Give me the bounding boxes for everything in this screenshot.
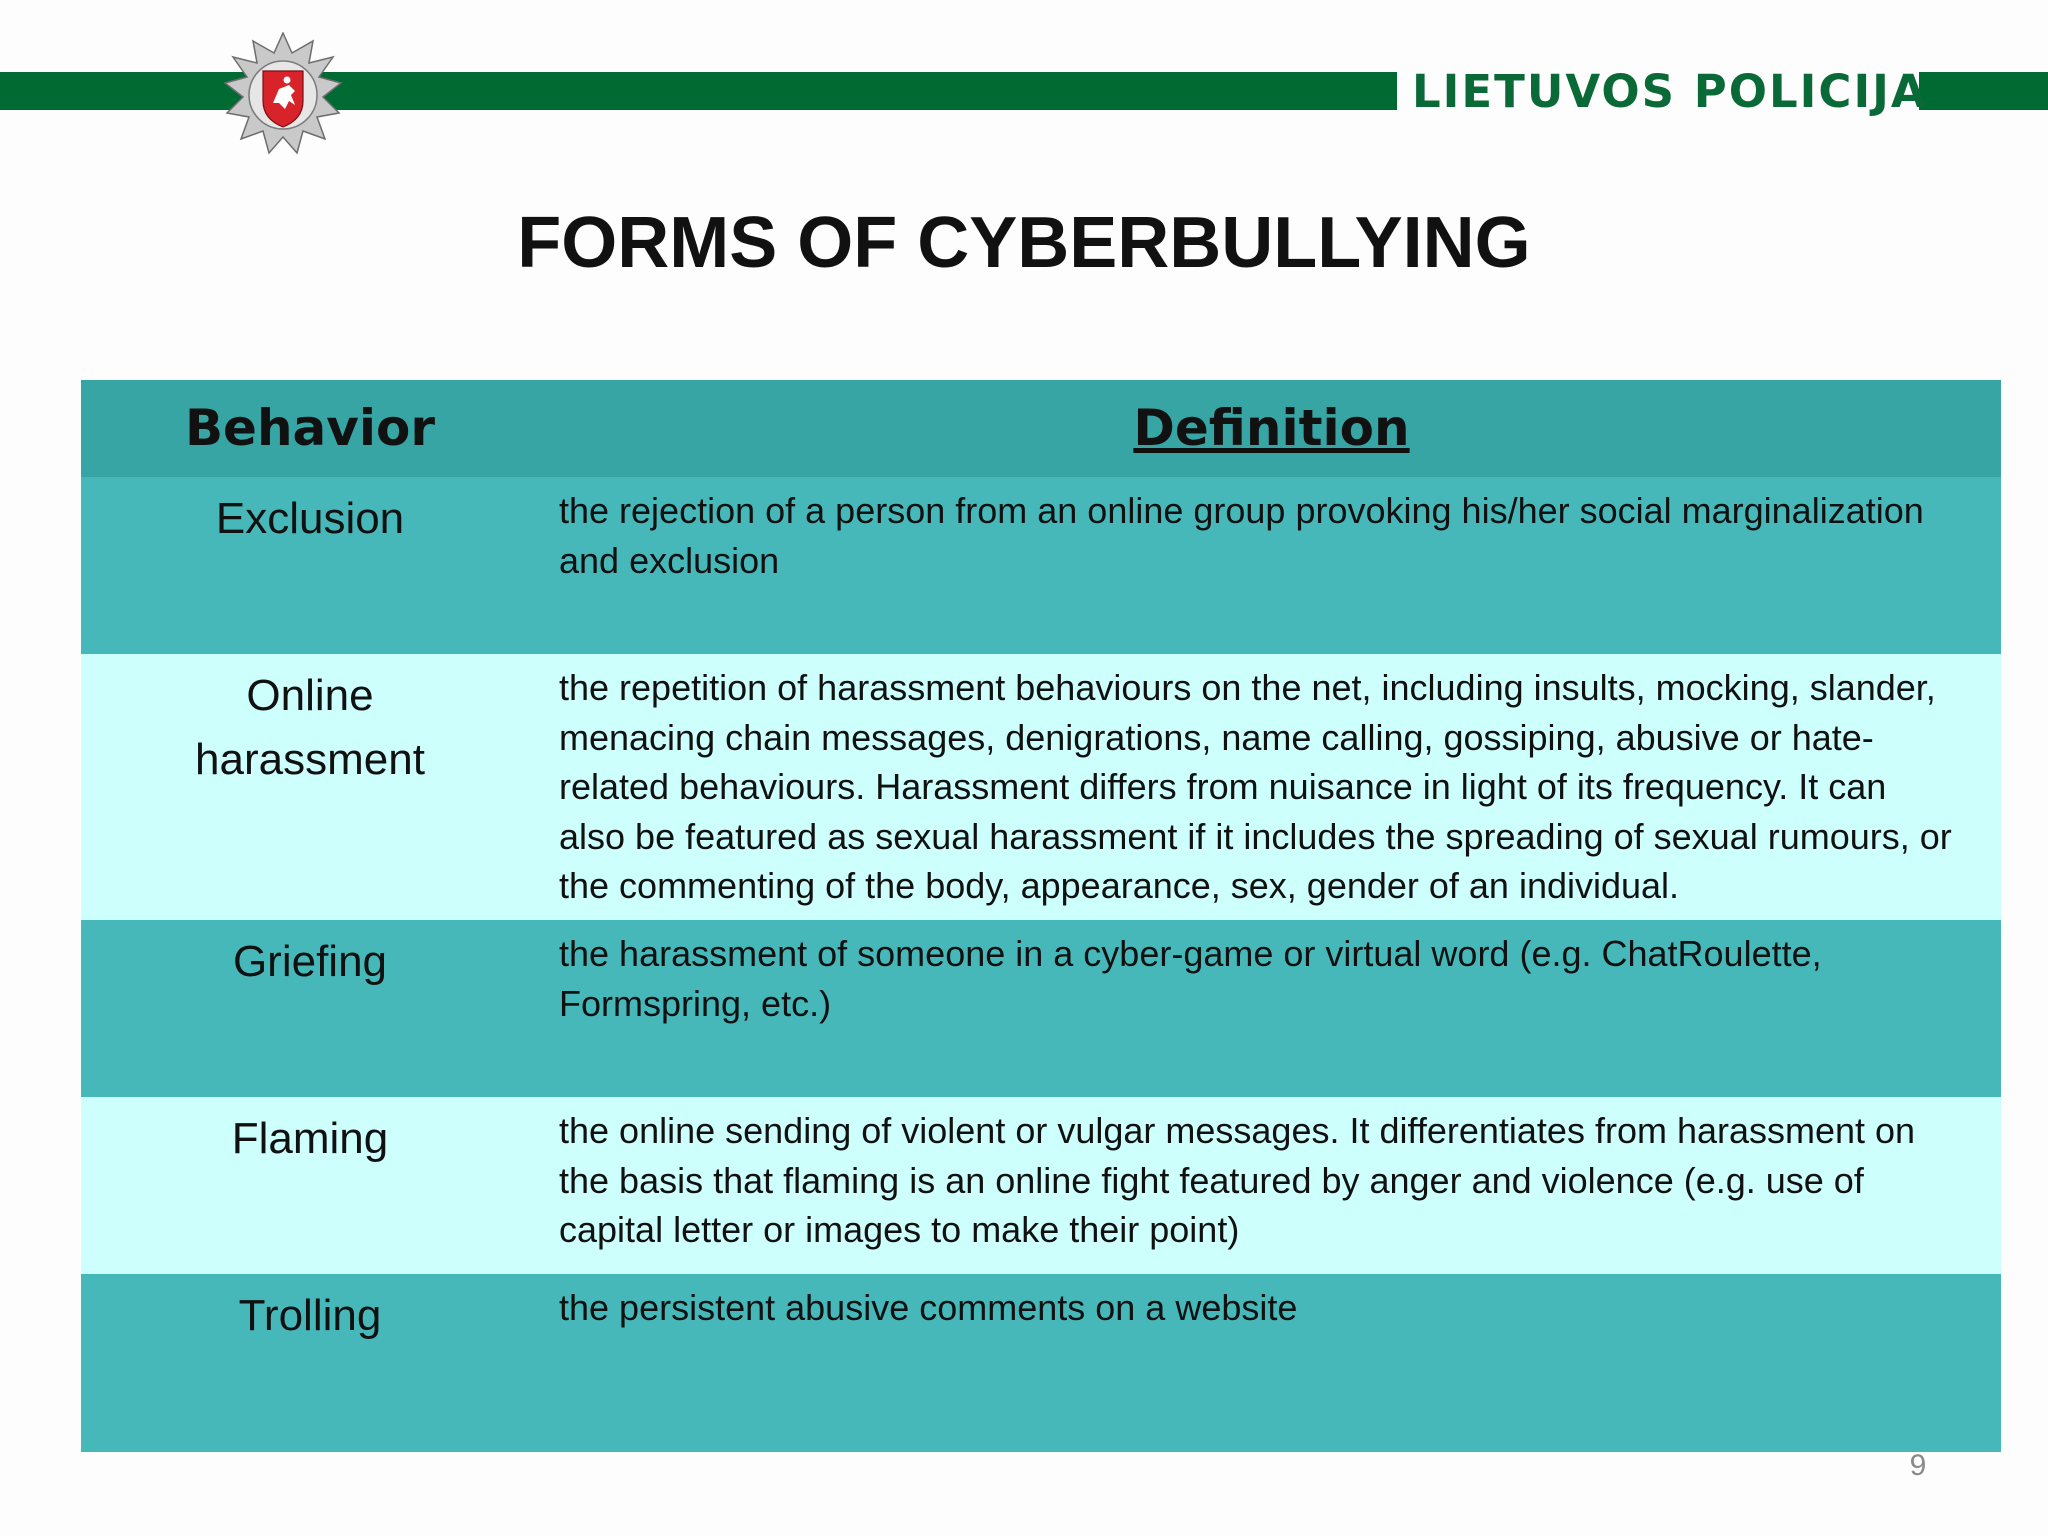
definition-cell [559,1106,1984,1255]
brand-name: LIETUVOS POLICIJA [1412,65,1928,118]
table-header-row [81,380,2001,477]
definition-line: menacing chain messages, denigrations, name calling, gossiping, abusive or hate- [559,716,1874,758]
behavior-cell: Griefing [232,937,388,986]
definition-line: Formspring, etc.) [559,982,832,1024]
column-header-definition: Definition [1133,399,1410,457]
definition-line: the repetition of harassment behaviours on the net, including insults, mocking, slander, [559,667,1936,708]
page-title: FORMS OF CYBERBULLYING [517,203,1531,283]
table-row [81,1097,2001,1274]
table-row [81,920,2001,1097]
column-header-behavior: Behavior [184,399,436,457]
definition-line: the commenting of the body, appearance, sex, gender of an individual. [559,865,1680,906]
definition-line: related behaviours. Harassment differs from nuisance in light of its frequency. It can [559,766,1887,807]
definition-cell [559,929,1984,1028]
definition-line: the persistent abusive comments on a website [559,1287,1298,1328]
definition-line: the rejection of a person from an online group provoking his/her social marginalization [559,490,1924,531]
definition-line: capital letter or images to make their point) [559,1209,1240,1250]
definition-cell [559,486,1984,585]
table-row [81,654,2001,920]
table-row [81,477,2001,654]
page-number: 9 [1909,1449,1927,1482]
definition-cell [559,1283,1984,1333]
behavior-cell [81,664,539,792]
behavior-cell: Trolling [238,1291,382,1340]
behavior-line: Online [246,671,374,720]
definition-line: the basis that flaming is an online fight featured by anger and violence (e.g. use of [559,1159,1864,1201]
behavior-line: harassment [195,735,425,784]
behavior-cell: Exclusion [215,494,405,543]
definition-cell [559,663,1984,911]
cyberbullying-table [81,380,2001,1452]
definition-line: the online sending of violent or vulgar messages. It differentiates from harassment on [559,1110,1916,1151]
behavior-cell: Flaming [231,1114,389,1163]
definition-line: also be featured as sexual harassment if it includes the spreading of sexual rumours, or [559,815,1952,857]
definition-line: the harassment of someone in a cyber-game or virtual word (e.g. ChatRoulette, [559,933,1822,974]
definition-line: and exclusion [559,539,780,581]
police-emblem-icon [223,32,343,158]
table-row [81,1274,2001,1452]
